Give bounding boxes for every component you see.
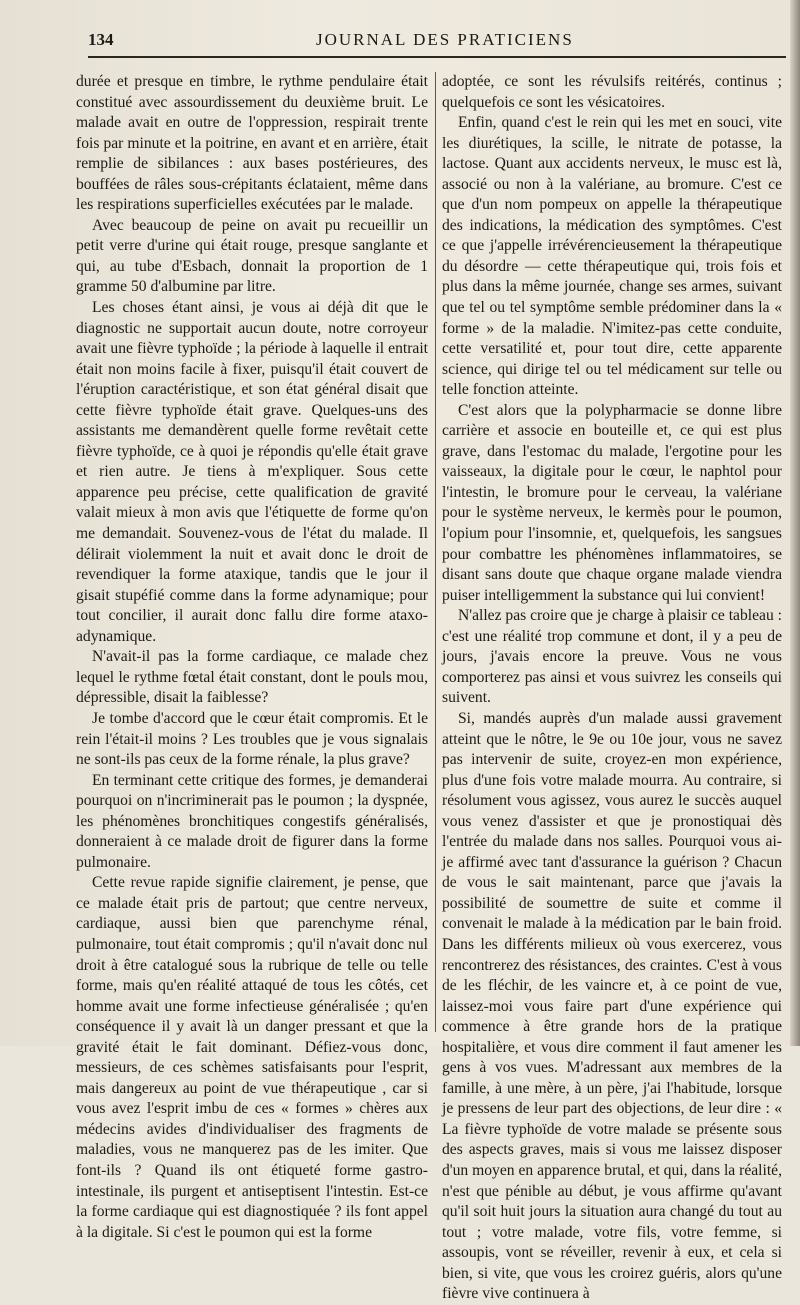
right-column — [442, 72, 782, 1305]
paragraph: Si, mandés auprès d'un malade aussi gravement atteint que le nôtre, le 9e ou 10e jour, vous ne savez pas intervenir de suite, croyez-en mon expérience, plus d'une fois votre malade mourra. Au contraire, si résolument vous agissez, vous aurez le succès auquel vous venez d'assister et que je pronostiquai dès l'entrée du malade dans nos salles. Pourquoi vous ai-je affirmé avec tant d'assurance la guérison ? Chacun de vous le sait maintenant, parce que j'avais la possibilité de soumettre de suite et comme il convenait le malade à la médication par le bain froid. Dans les différents milieux où vous exercerez, vous rencontrerez des résistances, des craintes. C'est à vous de les fléchir, de les vaincre et, à ce point de vue, laissez-moi vous faire part d'une expérience qui commence à être grande hors de la pratique hospitalière, et vous dire comment il faut amener les gens à vos vues. M'adressant aux membres de la famille, à une mère, à un père, j'ai l'habitude, lorsque je pressens de leur part des objections, de leur dire : « La fièvre typhoïde de votre malade se présente sous des aspects graves, mais si vous me laissez disposer d'un moyen en apparence brutal, et qui, dans la réalité, n'est que pénible au début, je vous affirme qu'avant qu'il soit huit jours la situation aura changé du tout au tout ; votre malade, votre fils, votre femme, si assoupis, vont se réveiller, revenir à eux, et cela si bien, si vite, que vous les croirez guéris, alors qu'une fièvre vive continuera à — [442, 709, 782, 1303]
column-divider — [435, 72, 436, 1032]
paragraph: N'avait-il pas la forme cardiaque, ce malade chez lequel le rythme fœtal était constant, dont le pouls mou, dépressible, disait la faiblesse? — [76, 648, 428, 707]
paragraph: N'allez pas croire que je charge à plaisir ce tableau : c'est une réalité trop commune et dont, il y a peu de jours, j'avais encore la preuve. Vous ne vous comporterez pas ainsi et vous suivrez les conseils qui suivent. — [442, 607, 782, 707]
paragraph: C'est alors que la polypharmacie se donne libre carrière et associe en bouteille et, ce qui est plus grave, dans l'estomac du malade, l'ergotine pour les vaisseaux, la digitale pour le cœur, le naphtol pour l'intestin, le bromure pour le cerveau, la valériane pour le système nerveux, le kermès pour le poumon, l'opium pour l'insomnie, et, quelquefois, les sangsues pour combattre les phénomènes inflammatoires, se disant sans doute que chaque organe malade viendra puiser intelligemment la substance qui lui convient! — [442, 401, 782, 604]
paragraph: En terminant cette critique des formes, je demanderai pourquoi on n'incriminerait pas le poumon ; la dyspnée, les phénomènes bronchitiques congestifs généralisés, donneraient à ce malade droit de figurer dans la forme pulmonaire. — [76, 771, 428, 871]
paragraph: adoptée, ce sont les révulsifs reitérés, continus ; quelquefois ce sont les vésicatoires. — [442, 73, 782, 111]
paragraph: Enfin, quand c'est le rein qui les met en souci, vite les diurétiques, la scille, le nitrate de potasse, la lactose. Quant aux accidents nerveux, le musc est là, associé ou non à la valériane, au bromure. C'est ce que d'un nom pompeux on appelle la thérapeutique des indications, la médication des symptômes. C'est ce que j'appelle irrévérencieusement la thérapeutique du désordre — cette thérapeutique qui, trois fois et plus dans la même journée, change ses armes, suivant que tel ou tel symptôme semble prédominer dans la « forme » de la maladie. N'imitez-pas cette conduite, cette versatilité et, pour tout dire, cette apparente science, qui dirige tel ou tel médicament sur telle ou telle fonction atteinte. — [442, 114, 782, 399]
paragraph: Cette revue rapide signifie clairement, je pense, que ce malade était pris de partout; que centre nerveux, cardiaque, aussi bien que parenchyme rénal, pulmonaire, tout était compromis ; qu'il n'avait donc nul droit à être catalogué sous la rubrique de telle ou telle forme, mais qu'en réalité attaqué de tous les côtés, cet homme avait une forme infectieuse généralisée ; qu'en conséquence il y avait là un danger pressant et que la gravité était le fait dominant. Défiez-vous donc, messieurs, de ces schèmes satisfaisants pour l'esprit, mais dangereux au point de vue thérapeutique , car si vous avez l'esprit imbu de ces « formes » chères aux médecins avides d'individualiser des fragments de maladies, vous ne manquerez pas de les imiter. Que font-ils ? Quand ils ont étiqueté forme gastro-intestinale, ils purgent et antiseptisent l'intestin. Est-ce la forme cardiaque qui est diagnostiquée ? ils font appel à la digitale. Si c'est le poumon qui est la forme — [76, 874, 428, 1241]
paragraph: Je tombe d'accord que le cœur était compromis. Et le rein l'était-il moins ? Les troubles que je vous signalais ne sont-ils pas ceux de la forme rénale, la plus grave? — [76, 709, 428, 769]
page-header — [88, 28, 782, 58]
page-edge-shadow — [790, 0, 800, 1046]
paragraph: Avec beaucoup de peine on avait pu recueillir un petit verre d'urine qui était rouge, presque sanglante et qui, au tube d'Esbach, donnait la proportion de 1 gramme 50 d'albumine par litre. — [76, 216, 428, 296]
running-title: JOURNAL DES PRATICIENS — [316, 30, 574, 49]
left-column — [76, 72, 428, 1243]
page-number: 134 — [88, 30, 114, 49]
paragraph: Les choses étant ainsi, je vous ai déjà dit que le diagnostic ne supportait aucun doute, notre corroyeur avait une fièvre typhoïde ; la période à laquelle il entrait était non moins facile à fixer, puisqu'il était couvert de l'éruption caractéristique, et son état général disait que cette fièvre typhoïde était grave. Quelques-uns des assistants me demandèrent quelle forme revêtait cette fièvre typhoïde, ce à quoi je répondis qu'elle était grave et rien autre. Je tiens à m'expliquer. Sous cette apparence peu précise, cette qualification de gravité valait mieux à mon avis que l'étiquette de forme qu'on me demandait. Souvenez-vous de l'état du malade. Il délirait violemment la nuit et avait donc le droit de revendiquer la forme ataxique, tandis que le jour il gisait stupéfié comme dans la forme adynamique; pour tout concilier, il aurait donc fallu dire forme ataxo-adynamique. — [76, 299, 428, 645]
header-rule — [88, 56, 786, 58]
paragraph: durée et presque en timbre, le rythme pendulaire était constitué avec assourdissement du deuxième bruit. Le malade avait en outre de l'oppression, respirait trente fois par minute et la poitrine, en avant et en arrière, était remplie de sibilances : aux bases postérieures, des bouffées de râles sous-crépitants éclataient, même dans les respirations superficielles exécutées par le malade. — [76, 73, 428, 214]
